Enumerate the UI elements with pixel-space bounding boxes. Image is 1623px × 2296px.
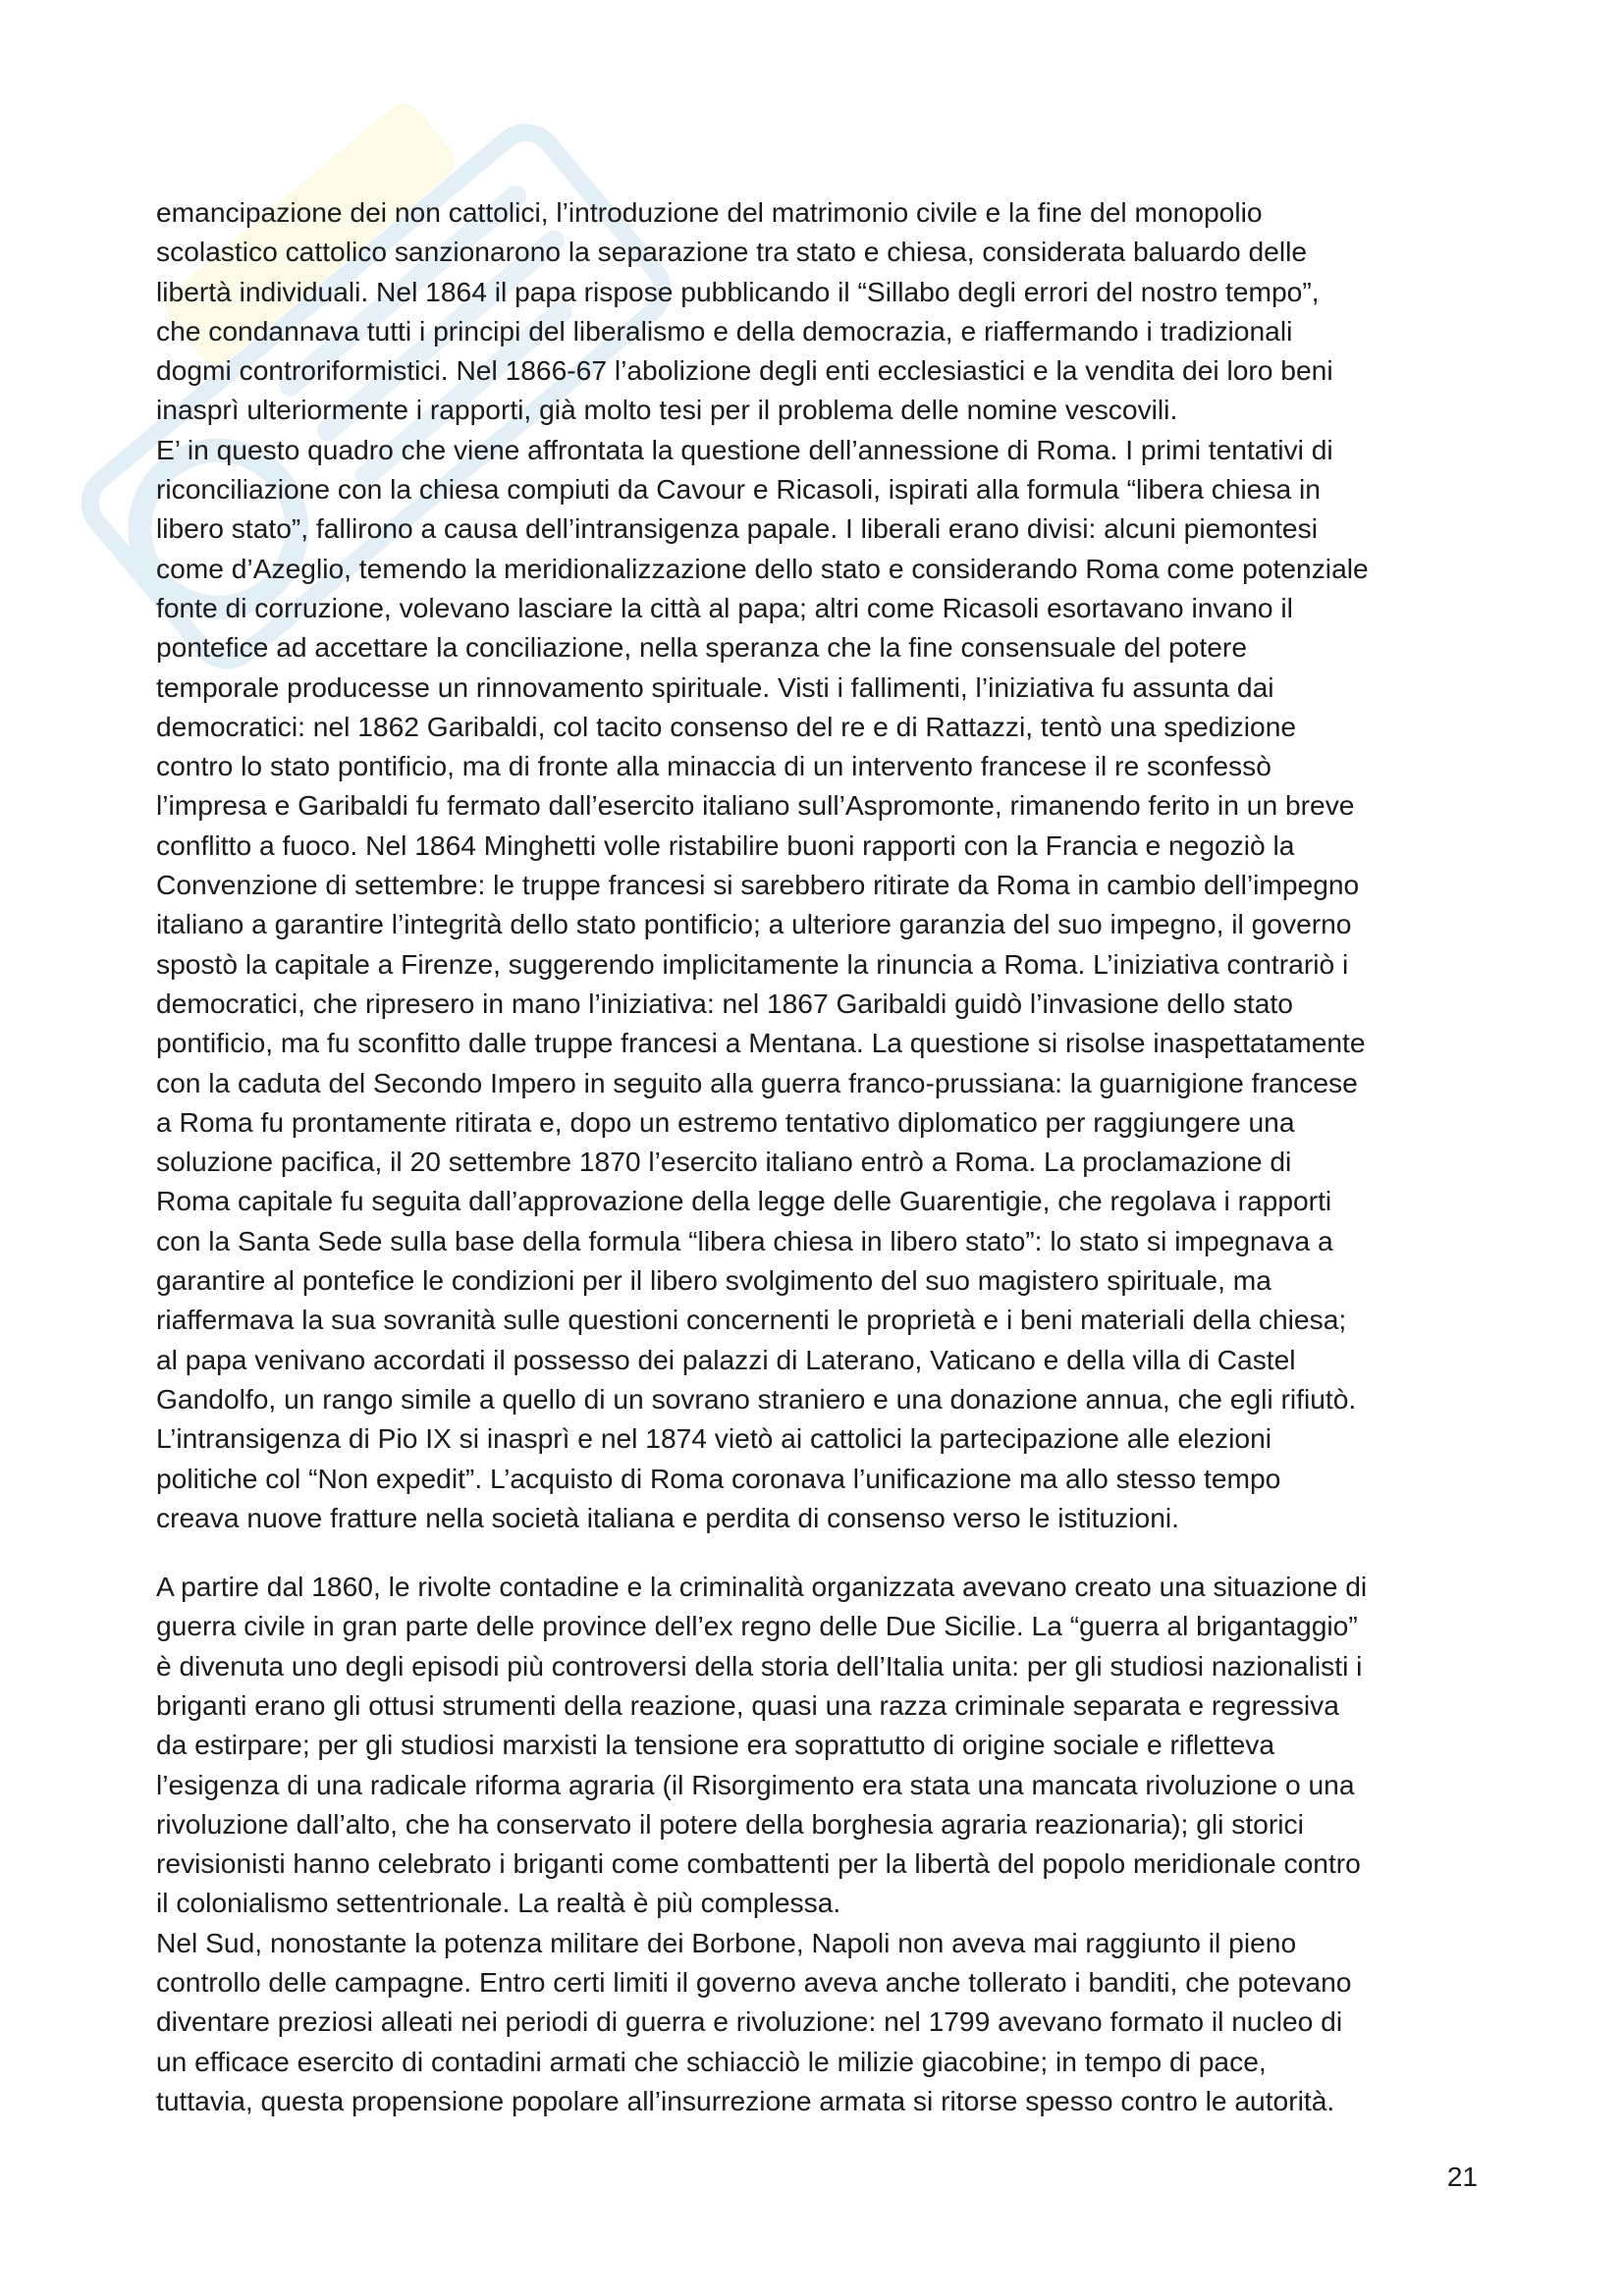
text-line: da estirpare; per gli studiosi marxisti la tensione era soprattutto di origine sociale e rifletteva xyxy=(156,1729,1275,1761)
text-line: è divenuta uno degli episodi più controversi della storia dell’Italia unita: per gli studiosi nazionalisti i xyxy=(156,1649,1363,1682)
text-line: a Roma fu prontamente ritirata e, dopo un estremo tentativo diplomatico per raggiungere una xyxy=(156,1105,1295,1138)
text-line: creava nuove fratture nella società italiana e perdita di consenso verso le istituzioni. xyxy=(156,1501,1179,1533)
text-line: riconciliazione con la chiesa compiuti da Cavour e Ricasoli, ispirati alla formula “libera chiesa in xyxy=(156,473,1321,506)
text-line: che condannava tutti i principi del liberalismo e della democrazia, e riaffermando i tradizionali xyxy=(156,314,1293,347)
text-line: conflitto a fuoco. Nel 1864 Minghetti volle ristabilire buoni rapporti con la Francia e negoziò la xyxy=(156,828,1295,861)
text-line: l’impresa e Garibaldi fu fermato dall’esercito italiano sull’Aspromonte, rimanendo ferito in un breve xyxy=(156,789,1355,822)
text-line: libertà individuali. Nel 1864 il papa rispose pubblicando il “Sillabo degli errori del nostro tempo”, xyxy=(156,275,1320,307)
paragraph xyxy=(156,1567,1478,2120)
text-line: italiano a garantire l’integrità dello stato pontificio; a ulteriore garanzia del suo impegno, il governo xyxy=(156,908,1352,940)
text-line: al papa venivano accordati il possesso dei palazzi di Laterano, Vaticano e della villa di Castel xyxy=(156,1343,1296,1375)
text-line: riaffermava la sua sovranità sulle questioni concernenti le proprietà e i beni materiali della chiesa; xyxy=(156,1304,1347,1336)
text-line: il colonialismo settentrionale. La realtà è più complessa. xyxy=(156,1887,841,1919)
text-line: emancipazione dei non cattolici, l’introduzione del matrimonio civile e la fine del monopolio xyxy=(156,196,1263,228)
text-line: controllo delle campagne. Entro certi limiti il governo aveva anche tollerato i banditi, che potevano xyxy=(156,1966,1352,1999)
text-line: dogmi controriformistici. Nel 1866-67 l’abolizione degli enti ecclesiastici e la vendita dei loro beni xyxy=(156,354,1333,387)
text-line: diventare preziosi alleati nei periodi di guerra e rivoluzione: nel 1799 avevano formato il nucleo di xyxy=(156,2005,1343,2038)
text-line: libero stato”, fallirono a causa dell’intransigenza papale. I liberali erano divisi: alcuni piemontesi xyxy=(156,512,1318,545)
text-line: A partire dal 1860, le rivolte contadine e la criminalità organizzata avevano creato una situazione di xyxy=(156,1571,1368,1603)
text-line: democratici: nel 1862 Garibaldi, col tacito consenso del re e di Rattazzi, tentò una spedizione xyxy=(156,710,1297,742)
text-line: L’intransigenza di Pio IX si inasprì e nel 1874 vietò ai cattolici la partecipazione alle elezioni xyxy=(156,1422,1272,1455)
text-line: con la Santa Sede sulla base della formula “libera chiesa in libero stato”: lo stato si impegnava a xyxy=(156,1224,1333,1256)
text-line: soluzione pacifica, il 20 settembre 1870 l’esercito italiano entrò a Roma. La proclamazione di xyxy=(156,1146,1292,1178)
text-line: revisionisti hanno celebrato i briganti come combattenti per la libertà del popolo meridionale contro xyxy=(156,1847,1361,1880)
text-line: garantire al pontefice le condizioni per il libero svolgimento del suo magistero spirituale, ma xyxy=(156,1264,1271,1297)
text-line: Nel Sud, nonostante la potenza militare dei Borbone, Napoli non aveva mai raggiunto il pieno xyxy=(156,1926,1297,1958)
text-line: con la caduta del Secondo Impero in seguito alla guerra franco-prussiana: la guarnigione francese xyxy=(156,1066,1358,1098)
text-line: politiche col “Non expedit”. L’acquisto di Roma coronava l’unificazione ma allo stesso tempo xyxy=(156,1462,1281,1494)
text-line: Convenzione di settembre: le truppe francesi si sarebbero ritirate da Roma in cambio dell’impegno xyxy=(156,869,1360,901)
text-line: Roma capitale fu seguita dall’approvazione della legge delle Guarentigie, che regolava i rapporti xyxy=(156,1185,1332,1217)
text-line: inasprì ulteriormente i rapporti, già molto tesi per il problema delle nomine vescovili. xyxy=(156,394,1178,426)
text-line: pontificio, ma fu sconfitto dalle truppe francesi a Mentana. La questione si risolse inaspettatamente xyxy=(156,1027,1366,1059)
text-line: contro lo stato pontificio, ma di fronte alla minaccia di un intervento francese il re sconfessò xyxy=(156,750,1271,782)
text-line: un efficace esercito di contadini armati che schiacciò le milizie giacobine; in tempo di pace, xyxy=(156,2045,1267,2077)
text-line: rivoluzione dall’alto, che ha conservato il potere della borghesia agraria reazionaria); gli storici xyxy=(156,1807,1304,1840)
text-line: scolastico cattolico sanzionarono la separazione tra stato e chiesa, considerata baluardo delle xyxy=(156,236,1308,268)
page-number: 21 xyxy=(1446,2162,1478,2192)
text-line: E’ in questo quadro che viene affrontata la questione dell’annessione di Roma. I primi tentativi di xyxy=(156,433,1333,465)
text-line: Gandolfo, un rango simile a quello di un sovrano straniero e una donazione annua, che egli rifiutò. xyxy=(156,1382,1357,1415)
text-line: temporale producesse un rinnovamento spirituale. Visti i fallimenti, l’iniziativa fu assunta dai xyxy=(156,670,1274,703)
text-line: briganti erano gli ottusi strumenti della reazione, quasi una razza criminale separata e regressiva xyxy=(156,1688,1339,1721)
text-line: fonte di corruzione, volevano lasciare la città al papa; altri come Ricasoli esortavano invano il xyxy=(156,591,1293,623)
text-line: guerra civile in gran parte delle province dell’ex regno delle Due Sicilie. La “guerra al brigantaggio” xyxy=(156,1610,1358,1642)
document-body xyxy=(156,192,1478,2120)
text-line: tuttavia, questa propensione popolare all’insurrezione armata si ritorse spesso contro le autorità. xyxy=(156,2084,1335,2116)
text-line: democratici, che ripresero in mano l’iniziativa: nel 1867 Garibaldi guidò l’invasione dello stato xyxy=(156,987,1293,1019)
text-line: come d’Azeglio, temendo la meridionalizzazione dello stato e considerando Roma come potenziale xyxy=(156,552,1369,584)
text-line: l’esigenza di una radicale riforma agraria (il Risorgimento era stata una mancata rivoluzione o una xyxy=(156,1768,1355,1800)
paragraph xyxy=(156,192,1478,1537)
text-line: spostò la capitale a Firenze, suggerendo implicitamente la rinuncia a Roma. L’iniziativa contrariò i xyxy=(156,947,1349,980)
text-line: pontefice ad accettare la conciliazione, nella speranza che la fine consensuale del potere xyxy=(156,631,1247,664)
